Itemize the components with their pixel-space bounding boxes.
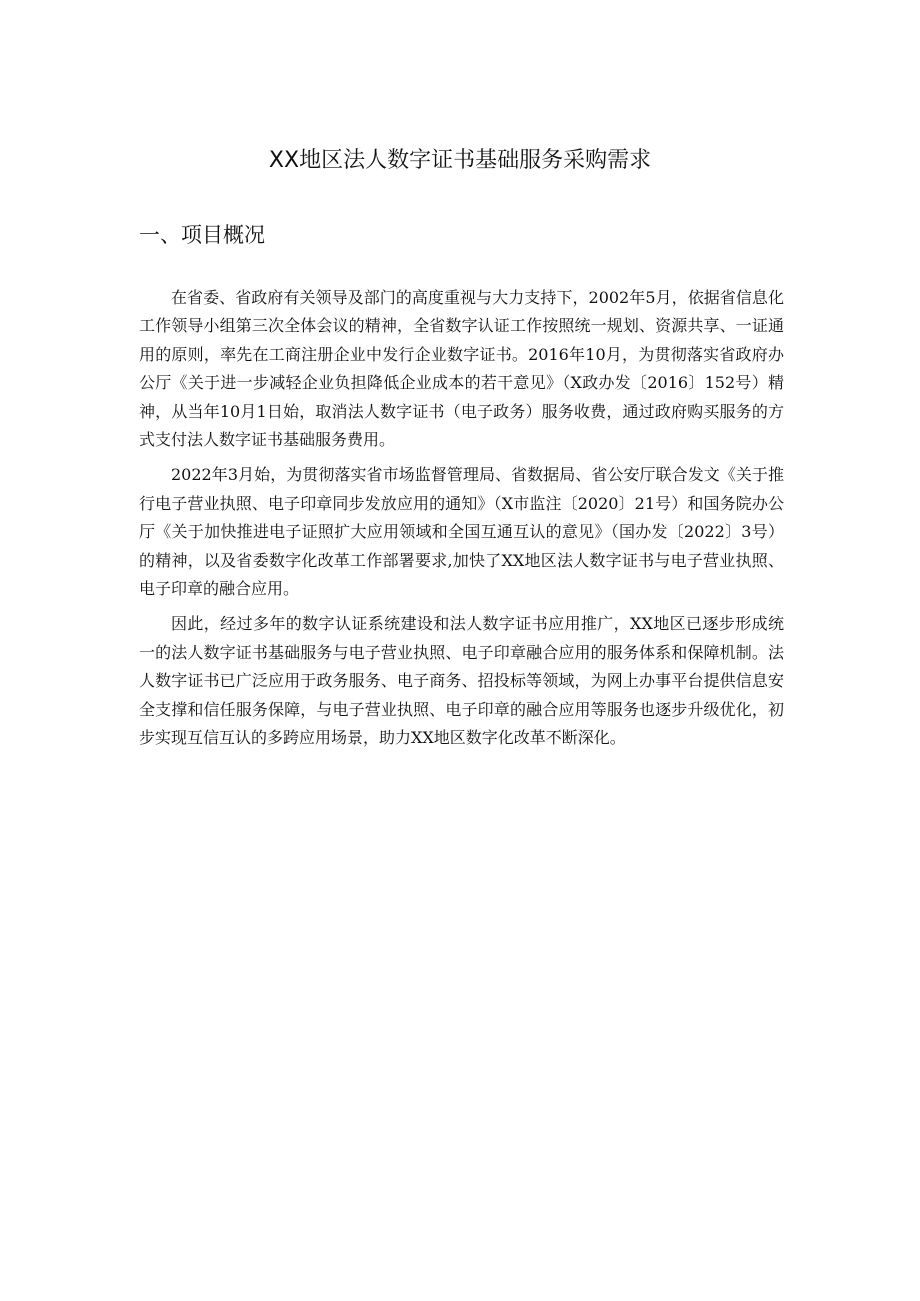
body-text bbox=[139, 284, 784, 753]
paragraph-2: 2022年3月始，为贯彻落实省市场监督管理局、省数据局、省公安厅联合发文《关于推行电子营业执照、电子印章同步发放应用的通知》（X市监注〔2020〕21号）和国务院办公厅《关于加快推进电子证照扩大应用领域和全国互通互认的意见》（国办发〔2022〕3号）的精神，以及省委数字化改革工作部署要求,加快了XX地区法人数字证书与电子营业执照、电子印章的融合应用。 bbox=[139, 465, 784, 599]
document-title: XX地区法人数字证书基础服务采购需求 bbox=[268, 148, 652, 173]
paragraph-1: 在省委、省政府有关领导及部门的高度重视与大力支持下，2002年5月，依据省信息化工作领导小组第三次全体会议的精神，全省数字认证工作按照统一规划、资源共享、一证通用的原则，率先在工商注册企业中发行企业数字证书。2016年10月，为贯彻落实省政府办公厅《关于进一步减轻企业负担降低企业成本的若干意见》（X政办发〔2016〕152号）精神，从当年10月1日始，取消法人数字证书（电子政务）服务收费，通过政府购买服务的方式支付法人数字证书基础服务费用。 bbox=[139, 288, 784, 450]
paragraph-3: 因此，经过多年的数字认证系统建设和法人数字证书应用推广，XX地区已逐步形成统一的法人数字证书基础服务与电子营业执照、电子印章融合应用的服务体系和保障机制。法人数字证书已广泛应用于政务服务、电子商务、招投标等领域，为网上办事平台提供信息安全支撑和信任服务保障，与电子营业执照、电子印章的融合应用等服务也逐步升级优化，初步实现互信互认的多跨应用场景，助力XX地区数字化改革不断深化。 bbox=[139, 614, 784, 748]
section-heading-project-overview: 一、项目概况 bbox=[139, 223, 265, 247]
